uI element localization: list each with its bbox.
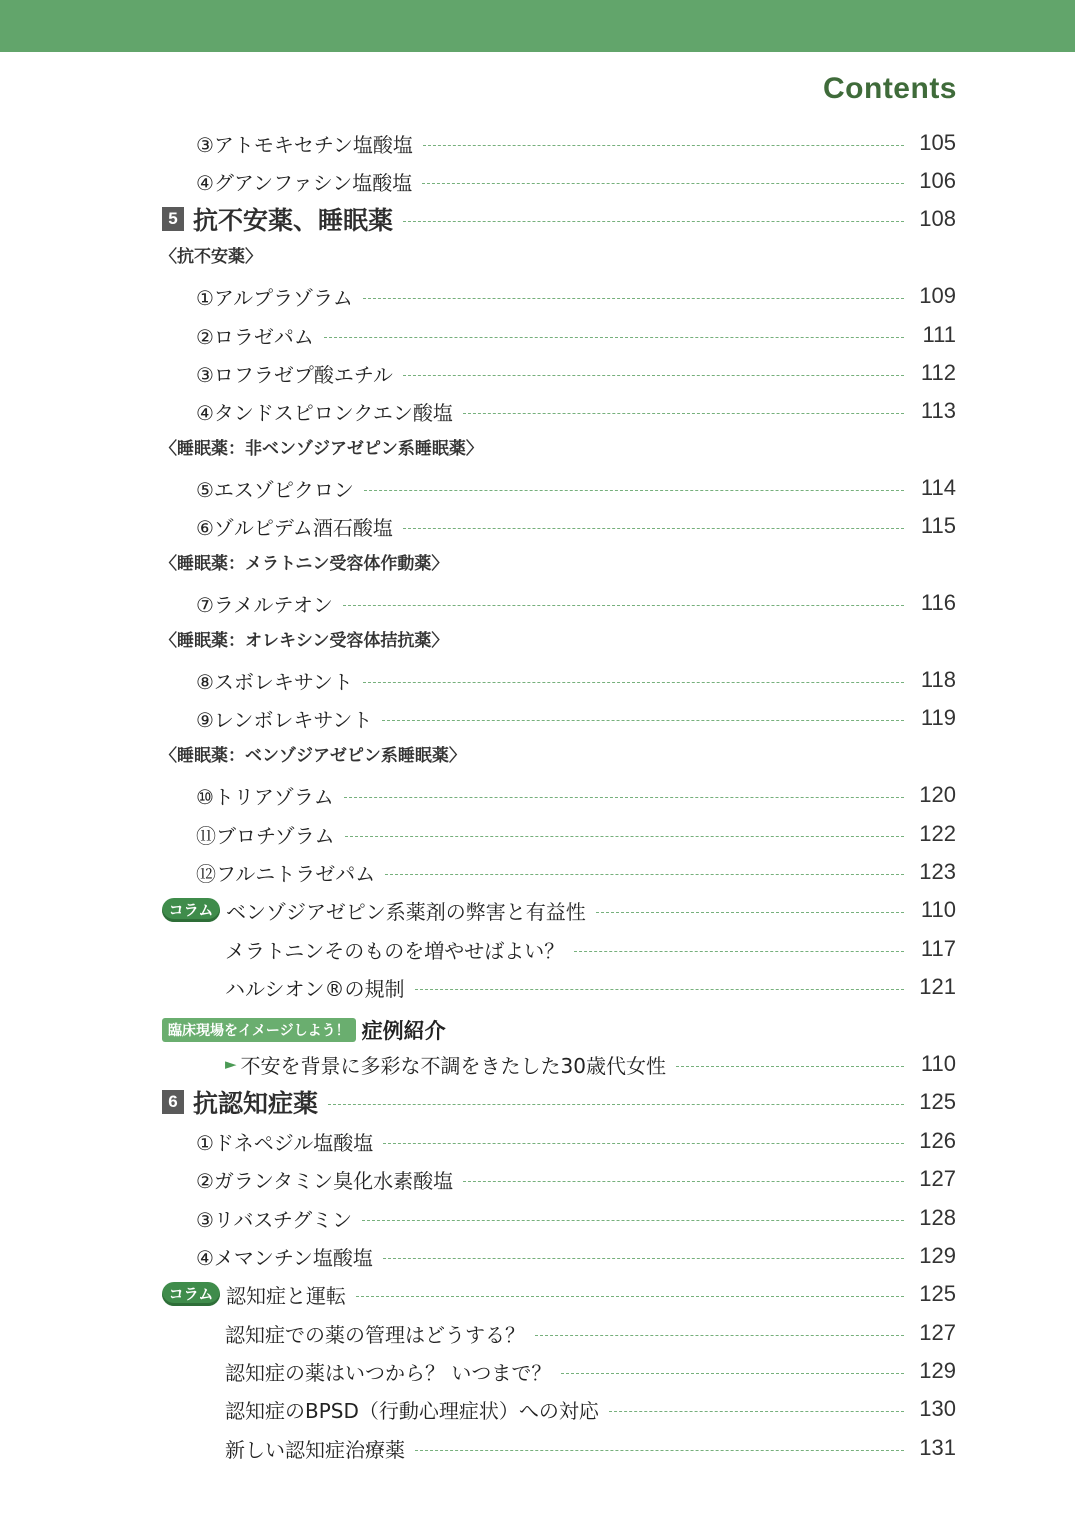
leader-line	[535, 1335, 904, 1336]
entry-lead	[196, 1242, 373, 1271]
entry-title: ③ロフラゼプ酸エチル	[196, 362, 393, 387]
toc-entry-row[interactable]	[0, 358, 1075, 388]
entry-lead	[196, 781, 334, 810]
leader-line	[385, 874, 904, 875]
page-number: 123	[919, 859, 956, 884]
page-number: 122	[919, 821, 956, 846]
entry-lead	[196, 282, 353, 311]
leader-line	[345, 836, 904, 837]
entry-lead	[196, 321, 314, 350]
entry-title: ④グアンファシン塩酸塩	[196, 170, 413, 195]
entry-lead	[225, 1434, 405, 1463]
entry-lead	[196, 474, 354, 503]
section-number: 5	[162, 207, 184, 231]
page-number: 113	[920, 398, 956, 423]
toc-entry-row[interactable]	[0, 473, 1075, 503]
entry-title: ④タンドスピロンクエン酸塩	[196, 400, 453, 425]
leader-line	[561, 1373, 904, 1374]
page-number: 111	[922, 322, 956, 347]
page-number: 118	[920, 667, 956, 692]
toc-entry-row[interactable]	[0, 1356, 1075, 1386]
entry-title: ⑦ラメルテオン	[196, 592, 333, 617]
toc-entry-row[interactable]	[0, 1433, 1075, 1463]
toc-entry-row[interactable]	[0, 1203, 1075, 1233]
entry-lead	[162, 1084, 318, 1120]
toc-entry-row[interactable]	[0, 396, 1075, 426]
entry-title: ベンゾジアゼピン系薬剤の弊害と有益性	[226, 899, 586, 924]
subsection-label: 〈睡眠薬：オレキシン受容体拮抗薬〉	[160, 631, 449, 651]
entry-lead	[196, 512, 393, 541]
entry-lead	[196, 820, 335, 849]
leader-line	[403, 528, 904, 529]
toc-entry-row[interactable]	[0, 1164, 1075, 1194]
page-number: 121	[919, 974, 956, 999]
leader-line	[344, 797, 904, 798]
toc-entry-row[interactable]	[0, 819, 1075, 849]
entry-lead	[196, 1204, 352, 1233]
arrow-icon: ►	[225, 1055, 237, 1073]
leader-line	[343, 605, 904, 606]
entry-title: 抗不安薬、睡眠薬	[193, 206, 394, 235]
leader-line	[596, 912, 904, 913]
entry-lead	[196, 858, 375, 887]
entry-title: メラトニンそのものを増やせばよい？	[225, 938, 565, 963]
leader-line	[362, 1220, 904, 1221]
case-title: 症例紹介	[361, 1019, 446, 1043]
toc-entry-row[interactable]	[0, 934, 1075, 964]
entry-lead	[196, 666, 353, 695]
entry-lead	[162, 896, 586, 925]
entry-title: 認知症のBPSD（行動心理症状）への対応	[225, 1398, 599, 1423]
leader-line	[328, 1104, 904, 1105]
page-number: 126	[919, 1128, 956, 1153]
toc-entry-row[interactable]	[0, 320, 1075, 350]
entry-title: ②ガランタミン臭化水素酸塩	[196, 1168, 454, 1193]
entry-title: ⑪ブロチゾラム	[196, 823, 335, 848]
leader-line	[609, 1411, 904, 1412]
entry-title: 認知症と運転	[226, 1283, 346, 1308]
toc-section-row[interactable]	[0, 1087, 1075, 1117]
entry-title: 新しい認知症治療薬	[225, 1437, 405, 1462]
entry-title: ⑨レンボレキサント	[196, 707, 373, 732]
entry-title: ③リバスチグミン	[196, 1207, 353, 1232]
page-number: 106	[919, 168, 956, 193]
page-number: 110	[920, 1051, 956, 1076]
subsection-label: 〈睡眠薬：ベンゾジアゼピン系睡眠薬〉	[160, 746, 466, 766]
leader-line	[403, 375, 904, 376]
toc-entry-row[interactable]	[0, 588, 1075, 618]
toc-entry-row[interactable]	[0, 281, 1075, 311]
toc-entry-row[interactable]	[0, 780, 1075, 810]
entry-title: 認知症の薬はいつから？ いつまで？	[225, 1360, 552, 1385]
subsection-label: 〈抗不安薬〉	[160, 247, 262, 267]
toc-entry-row[interactable]	[0, 1241, 1075, 1271]
entry-title: ⑤エスゾピクロン	[196, 477, 354, 502]
section-number: 6	[162, 1090, 184, 1114]
entry-title: 不安を背景に多彩な不調をきたした30歳代女性	[240, 1053, 666, 1078]
leader-line	[463, 1181, 904, 1182]
toc-section-row[interactable]	[0, 204, 1075, 234]
leader-line	[574, 951, 904, 952]
toc-entry-row[interactable]	[0, 166, 1075, 196]
entry-title: 抗認知症薬	[193, 1089, 319, 1118]
leader-line	[363, 298, 904, 299]
toc-entry-row[interactable]	[0, 703, 1075, 733]
entry-lead	[196, 397, 453, 426]
entry-title: 認知症での薬の管理はどうする？	[225, 1322, 525, 1347]
entry-lead	[225, 1357, 551, 1386]
toc-entry-row[interactable]	[0, 1394, 1075, 1424]
entry-title: ③アトモキセチン塩酸塩	[196, 132, 413, 157]
entry-lead	[225, 1395, 599, 1424]
page-number: 108	[919, 206, 956, 231]
toc-entry-row[interactable]	[0, 1318, 1075, 1348]
toc-entry-row[interactable]	[0, 972, 1075, 1002]
entry-title: ⑧スボレキサント	[196, 669, 353, 694]
page-number: 116	[920, 590, 956, 615]
toc-entry-row[interactable]	[0, 857, 1075, 887]
page-number: 114	[920, 475, 956, 500]
column-badge: コラム	[162, 898, 220, 922]
page-number: 128	[919, 1205, 956, 1230]
page-title: Contents	[823, 72, 957, 105]
leader-line	[676, 1066, 904, 1067]
leader-line	[363, 682, 904, 683]
page-number: 125	[919, 1089, 956, 1114]
entry-lead	[196, 1165, 453, 1194]
page-number: 119	[920, 705, 956, 730]
entry-lead	[225, 935, 564, 964]
entry-title: ①ドネペジル塩酸塩	[196, 1130, 374, 1155]
entry-title: ⑩トリアゾラム	[196, 784, 334, 809]
toc-entry-row[interactable]	[0, 128, 1075, 158]
leader-line	[423, 145, 904, 146]
page-number: 112	[920, 360, 956, 385]
entry-lead	[162, 1280, 346, 1309]
toc-entry-row[interactable]	[0, 1126, 1075, 1156]
entry-lead	[196, 589, 333, 618]
entry-lead	[225, 1050, 666, 1079]
leader-line	[324, 337, 904, 338]
entry-lead	[196, 167, 412, 196]
toc-entry-row[interactable]	[0, 895, 1075, 925]
page-number: 115	[920, 513, 956, 538]
entry-title: ④メマンチン塩酸塩	[196, 1245, 373, 1270]
page-number: 117	[920, 936, 956, 961]
entry-lead	[225, 973, 405, 1002]
leader-line	[415, 1450, 904, 1451]
leader-line	[356, 1296, 904, 1297]
leader-line	[383, 1143, 904, 1144]
page-number: 127	[919, 1320, 956, 1345]
page-number: 109	[919, 283, 956, 308]
page-number: 105	[919, 130, 956, 155]
entry-lead	[225, 1319, 525, 1348]
toc-entry-row[interactable]	[0, 1049, 1075, 1079]
leader-line	[382, 720, 904, 721]
case-heading	[162, 1015, 446, 1045]
leader-line	[463, 413, 904, 414]
leader-line	[422, 183, 904, 184]
page-number: 125	[919, 1281, 956, 1306]
case-badge: 臨床現場をイメージしよう！	[162, 1018, 356, 1042]
entry-title: ハルシオン®の規制	[225, 976, 405, 1001]
page-number: 129	[919, 1243, 956, 1268]
leader-line	[415, 989, 905, 990]
entry-title: ①アルプラゾラム	[196, 285, 353, 310]
entry-lead	[196, 359, 393, 388]
column-badge: コラム	[162, 1282, 220, 1306]
toc-entry-row[interactable]	[0, 665, 1075, 695]
page-number: 127	[919, 1166, 956, 1191]
subsection-label: 〈睡眠薬：非ベンゾジアゼピン系睡眠薬〉	[160, 439, 483, 459]
entry-lead	[196, 129, 413, 158]
entry-lead	[196, 704, 372, 733]
entry-lead	[162, 201, 393, 237]
entry-title: ⑫フルニトラゼパム	[196, 861, 376, 886]
page-number: 129	[919, 1358, 956, 1383]
subsection-label: 〈睡眠薬：メラトニン受容体作動薬〉	[160, 554, 449, 574]
page-number: 131	[919, 1435, 956, 1460]
page-number: 120	[919, 782, 956, 807]
entry-lead	[196, 1127, 373, 1156]
leader-line	[403, 221, 904, 222]
toc-entry-row[interactable]	[0, 511, 1075, 541]
leader-line	[364, 490, 904, 491]
toc-entry-row[interactable]	[0, 1279, 1075, 1309]
page-number: 130	[919, 1396, 956, 1421]
entry-title: ②ロラゼパム	[196, 324, 314, 349]
top-banner	[0, 0, 1075, 52]
page-number: 110	[920, 897, 956, 922]
leader-line	[383, 1258, 904, 1259]
entry-title: ⑥ゾルピデム酒石酸塩	[196, 515, 393, 540]
